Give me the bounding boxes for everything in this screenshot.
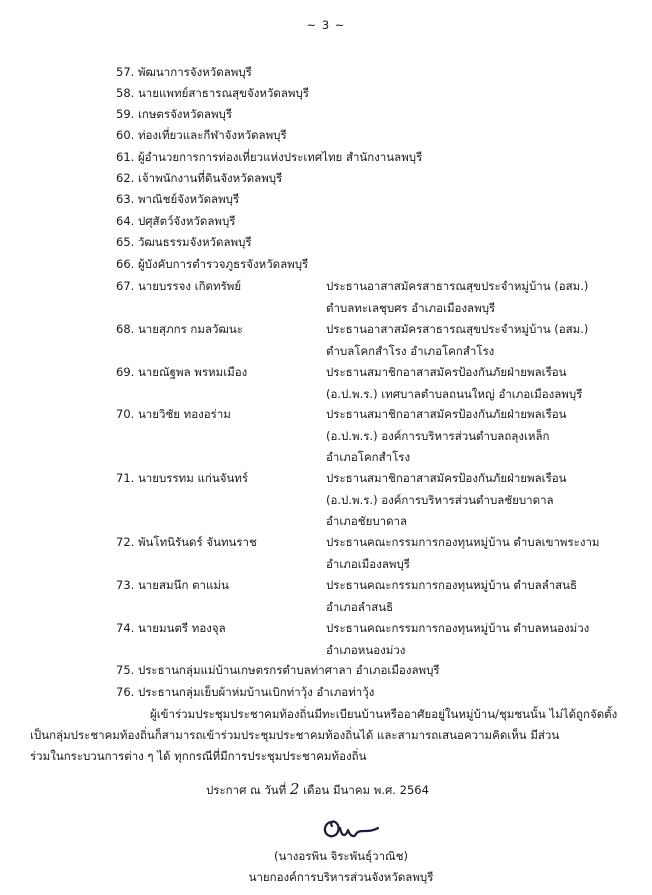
description-line: (อ.ป.พ.ร.) องค์การบริหารส่วนตำบลชัยบาดาล	[326, 492, 554, 507]
date-suffix: เดือน มีนาคม พ.ศ. 2564	[303, 783, 429, 797]
description-line: ประธานสมาชิกอาสาสมัครป้องกันภัยฝ่ายพลเรือน	[326, 471, 567, 485]
member-description	[326, 471, 567, 536]
member-description	[326, 621, 589, 664]
list-item: 75. ประธานกลุ่มแม่บ้านเกษตรกรตำบลท่าศาลา อำเภอเมืองลพบุรี	[116, 663, 440, 677]
member-description	[326, 535, 600, 578]
description-line: (อ.ป.พ.ร.) เทศบาลตำบลถนนใหญ่ อำเภอเมืองลพบุรี	[326, 386, 583, 401]
member-description	[326, 322, 588, 365]
description-line: ตำบลโคกสำโรง อำเภอโคกสำโรง	[326, 343, 495, 358]
list-item: 57. พัฒนาการจังหวัดลพบุรี	[116, 65, 252, 79]
description-line: อำเภอเมืองลพบุรี	[326, 556, 410, 571]
member-name: 68. นายสุภกร กมลวัฒนะ	[116, 322, 243, 336]
description-line: อำเภอลำสนธิ	[326, 599, 394, 614]
description-line: ประธานคณะกรรมการกองทุนหมู่บ้าน ตำบลหนองม่วง	[326, 621, 590, 635]
description-line: ประธานอาสาสมัครสาธารณสุขประจำหมู่บ้าน (อสม.)	[326, 279, 589, 293]
description-line: ประธานสมาชิกอาสาสมัครป้องกันภัยฝ่ายพลเรือน	[326, 365, 567, 379]
list-item: 63. พาณิชย์จังหวัดลพบุรี	[116, 192, 240, 206]
member-name: 67. นายบรรจง เกิดทรัพย์	[116, 279, 242, 293]
list-item: 76. ประธานกลุ่มเย็บผ้าห่มบ้านเบิกท่าวุ้ง อำเภอท่าวุ้ง	[116, 685, 375, 699]
description-line: ประธานอาสาสมัครสาธารณสุขประจำหมู่บ้าน (อสม.)	[326, 322, 589, 336]
list-item: 64. ปศุสัตว์จังหวัดลพบุรี	[116, 214, 236, 228]
paragraph-line: ผู้เข้าร่วมประชุมประชาคมท้องถิ่นมีทะเบียนบ้านหรืออาศัยอยู่ในหมู่บ้าน/ชุมชนนั้น ไม่ได้ถูกจัดตั้ง	[150, 707, 618, 721]
description-line: ตำบลทะเลชุบศร อำเภอเมืองลพบุรี	[326, 300, 496, 315]
list-item: 58. นายแพทย์สาธารณสุขจังหวัดลพบุรี	[116, 86, 309, 100]
description-line: ประธานสมาชิกอาสาสมัครป้องกันภัยฝ่ายพลเรือน	[326, 407, 567, 421]
member-name: 69. นายณัฐพล พรหมเมือง	[116, 365, 248, 379]
paragraph-line: ร่วมในกระบวนการต่าง ๆ ได้ ทุกกรณีที่มีการประชุมประชาคมท้องถิ่น	[30, 749, 367, 763]
description-line: ประธานคณะกรรมการกองทุนหมู่บ้าน ตำบลเขาพระงาม	[326, 535, 600, 549]
member-description	[326, 279, 588, 322]
member-name: 73. นายสมนึก ตาแม่น	[116, 578, 229, 592]
list-item: 66. ผู้บังคับการตำรวจภูธรจังหวัดลพบุรี	[116, 257, 309, 271]
signatory-position: นายกองค์การบริหารส่วนจังหวัดลพบุรี	[248, 870, 434, 884]
member-name: 74. นายมนตรี ทองจุล	[116, 621, 226, 635]
member-description	[326, 365, 582, 408]
description-line: ประธานคณะกรรมการกองทุนหมู่บ้าน ตำบลลำสนธิ	[326, 578, 578, 592]
date-day: 2	[289, 780, 300, 798]
signature-image	[318, 812, 382, 844]
page-number: ~ 3 ~	[306, 18, 346, 32]
description-line: อำเภอชัยบาดาล	[326, 514, 408, 528]
member-name: 71. นายบรรทม แก่นจันทร์	[116, 471, 249, 485]
list-item: 62. เจ้าพนักงานที่ดินจังหวัดลพบุรี	[116, 171, 283, 185]
member-description	[326, 578, 577, 621]
member-description	[326, 407, 567, 472]
list-item: 65. วัฒนธรรมจังหวัดลพบุรี	[116, 235, 252, 249]
member-name: 72. พันโทนิรันดร์ จันทนราช	[116, 535, 257, 549]
list-item: 61. ผู้อำนวยการการท่องเที่ยวแห่งประเทศไทย สำนักงานลพบุรี	[116, 150, 423, 164]
description-line: อำเภอหนองม่วง	[326, 642, 406, 657]
list-item: 59. เกษตรจังหวัดลพบุรี	[116, 107, 233, 121]
paragraph-line: เป็นกลุ่มประชาคมท้องถิ่นก็สามารถเข้าร่วมประชุมประชาคมท้องถิ่นได้ และสามารถเสนอความคิดเห็น มีส่วน	[30, 728, 560, 742]
announcement-date	[206, 780, 429, 800]
list-item: 60. ท่องเที่ยวและกีฬาจังหวัดลพบุรี	[116, 128, 287, 142]
description-line: (อ.ป.พ.ร.) องค์การบริหารส่วนตำบลถลุงเหล็ก	[326, 428, 550, 443]
member-name: 70. นายวิชัย ทองอร่าม	[116, 407, 231, 421]
date-prefix: ประกาศ ณ วันที่	[206, 783, 287, 797]
signatory-name: (นางอรพิน จิระพันธุ์วาณิช)	[273, 849, 409, 863]
description-line: อำเภอโคกสำโรง	[326, 450, 411, 464]
